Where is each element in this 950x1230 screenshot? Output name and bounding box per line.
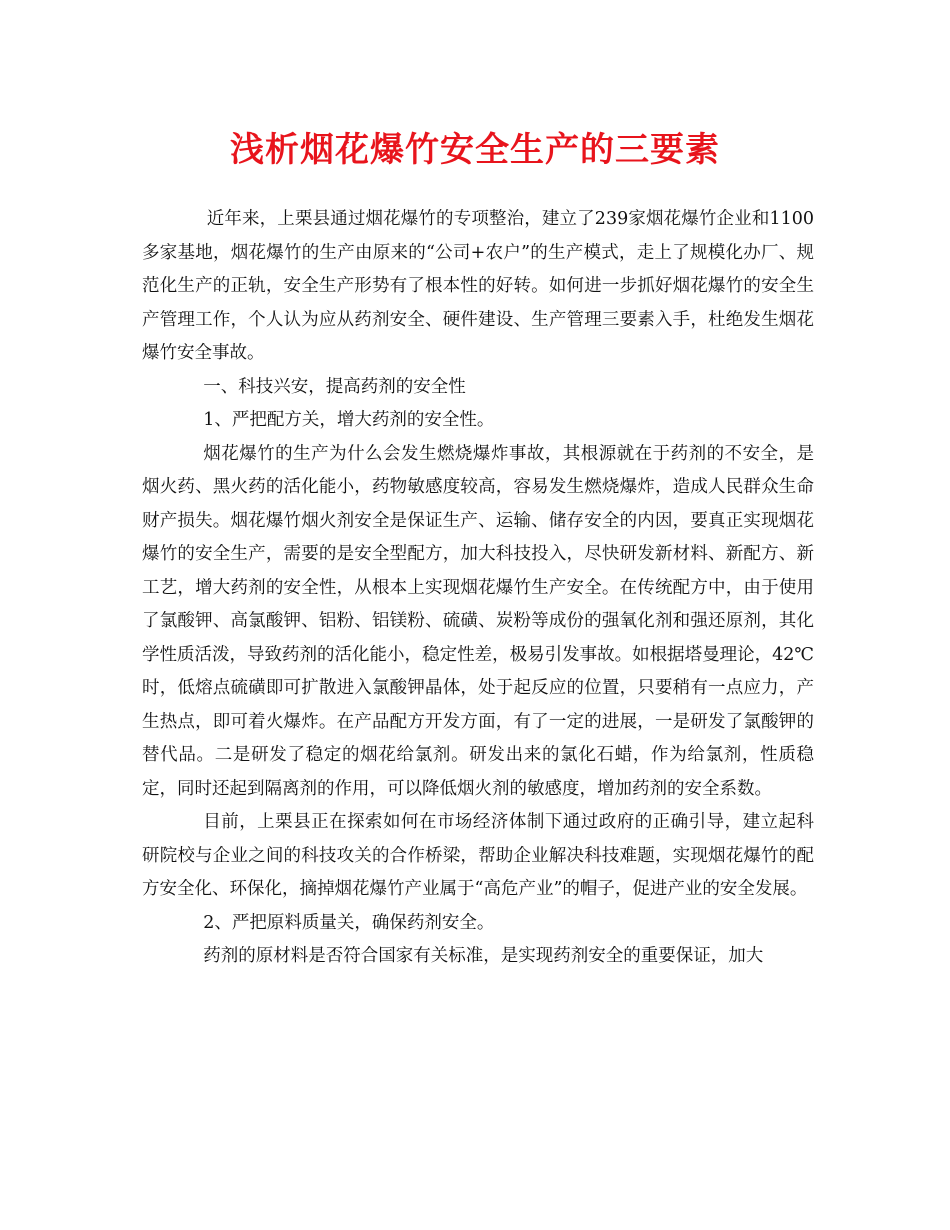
document-title: 浅析烟花爆竹安全生产的三要素 <box>230 130 720 170</box>
paragraph-raw-materials: 药剂的原材料是否符合国家有关标准，是实现药剂安全的重要保证，加大 <box>203 946 764 966</box>
paragraph-intro: 近年来，上栗县通过烟花爆竹的专项整治，建立了239家烟花爆竹企业和1100多家基地，烟花爆竹的生产由原来的“公司+农户”的生产模式，走上了规模化办厂、规范化生产的正轨，安全生产形势有了根本性的好转。如何进一步抓好烟花爆竹的安全生产管理工作，个人认为应从药剂安全、硬件建设、生产管理三要素入手，杜绝发生烟花爆竹安全事故。 <box>142 209 814 363</box>
paragraph-formula-safety: 烟花爆竹的生产为什么会发生燃烧爆炸事故，其根源就在于药剂的不安全，是烟火药、黑火药的活化能小，药物敏感度较高，容易发生燃烧爆炸，造成人民群众生命财产损失。烟花爆竹烟火剂安全是保证生产、运输、储存安全的内因，要真正实现烟花爆竹的安全生产，需要的是安全型配方，加大科技投入，尽快研发新材料、新配方、新工艺，增大药剂的安全性，从根本上实现烟花爆竹生产安全。在传统配方中，由于使用了氯酸钾、高氯酸钾、铝粉、铝镁粉、硫磺、炭粉等成份的强氧化剂和强还原剂，其化学性质活泼，导致药剂的活化能小，稳定性差，极易引发事故。如根据塔曼理论，42℃时，低熔点硫磺即可扩散进入氯酸钾晶体，处于起反应的位置，只要稍有一点应力，产生热点，即可着火爆炸。在产品配方开发方面，有了一定的进展，一是研发了氯酸钾的替代品。二是研发了稳定的烟花给氯剂。研发出来的氯化石蜡，作为给氯剂，性质稳定，同时还起到隔离剂的作用，可以降低烟火剂的敏感度，增加药剂的安全系数。 <box>142 443 814 799</box>
subsection-heading-2: 2、严把原料质量关，确保药剂安全。 <box>203 912 495 933</box>
section-heading-1: 一、科技兴安，提高药剂的安全性 <box>203 376 466 397</box>
subsection-heading-1: 1、严把配方关，增大药剂的安全性。 <box>203 410 495 430</box>
paragraph-current-work: 目前，上栗县正在探索如何在市场经济体制下通过政府的正确引导，建立起科研院校与企业之间的科技攻关的合作桥梁，帮助企业解决科技难题，实现烟花爆竹的配方安全化、环保化，摘掉烟花爆竹产业属于“高危产业”的帽子，促进产业的安全发展。 <box>142 812 814 899</box>
document-body <box>142 203 814 974</box>
